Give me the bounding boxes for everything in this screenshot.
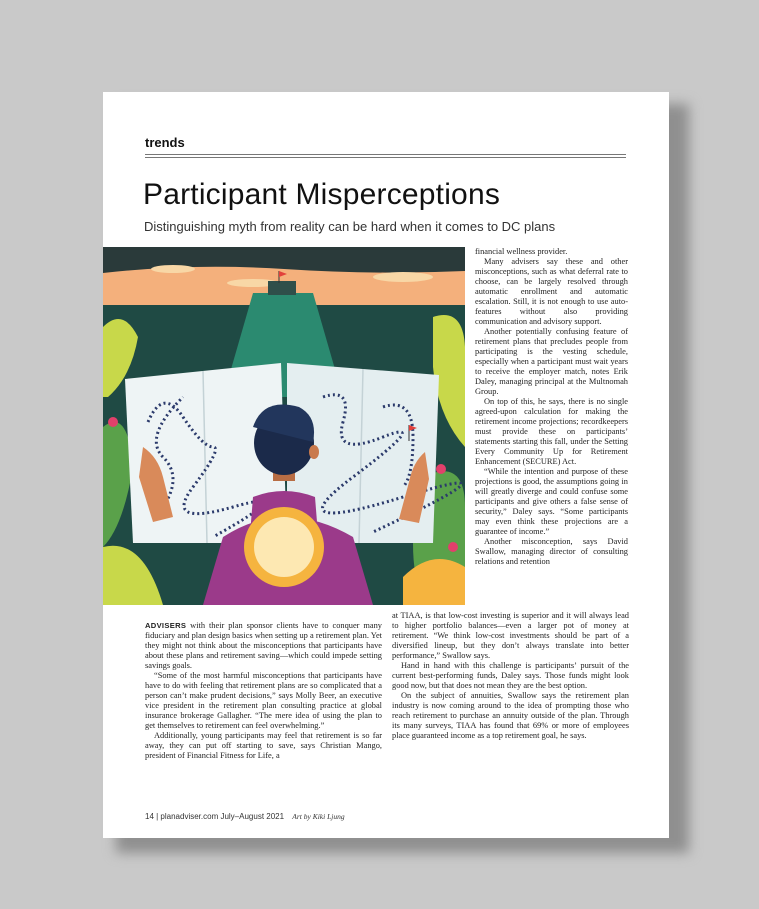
paragraph: Hand in hand with this challenge is participants’ pursuit of the current best-performing funds, Daley says. Those funds might look good now, but that does not mean they are the best option. bbox=[392, 661, 629, 690]
person-holding-map-icon bbox=[103, 247, 465, 605]
section-label: trends bbox=[145, 135, 185, 150]
article-subtitle: Distinguishing myth from reality can be hard when it comes to DC plans bbox=[144, 219, 556, 234]
lead-paragraph bbox=[145, 621, 382, 671]
paragraph: Additionally, young participants may feel that retirement is so far away, they can put off starting to save, says Christian Mango, president of Financial Fitness for Life, a bbox=[145, 731, 382, 760]
paragraph: On the subject of annuities, Swallow says the retirement plan industry is now coming around to the idea of prompting those who reach retirement to purchase an annuity outside of the plan. Through its many surveys, TIAA has found that 69% or more of employees place guaranteed income as a top retirement goal, he says. bbox=[392, 691, 629, 740]
paragraph: “Some of the most harmful misconceptions that participants have have to do with feeling that retirement plans are so complicated that a person can’t make prudent decisions,” says Molly Beer, an executive vice president in the retirement plan consulting practice at global insurance brokerage Gallagher. “The mere idea of using the plan to get themselves to retirement can feel overwhelming.” bbox=[145, 671, 382, 730]
folio: 14 | planadviser.com July–August 2021 bbox=[145, 812, 285, 821]
column-middle bbox=[392, 611, 629, 791]
art-credit: Art by Kiki Ljung bbox=[292, 812, 345, 821]
paragraph: Another potentially confusing feature of retirement plans that precludes people from participating is the vesting schedule, especially when a participant must wait years to receive the employer match, notes Erik Daley, managing principal at the Multnomah Group. bbox=[475, 327, 628, 396]
paragraph: at TIAA, is that low-cost investing is superior and it will always lead to higher portfolio balances—even a larger pot of money at retirement. “We think low-cost investments should be part of a diversified lineup, but they don’t always translate into better performance,” Swallow says. bbox=[392, 611, 629, 660]
header-rule-top bbox=[145, 154, 626, 155]
paragraph: “While the intention and purpose of these projections is good, the assumptions going in will greatly diverge and could confuse some participants and give others a false sense of security,” Daley says. “Some participants may even think these projections are a guarantee of income.” bbox=[475, 467, 628, 536]
header-rule-bottom bbox=[145, 157, 626, 158]
page-footer bbox=[145, 812, 345, 821]
magazine-page bbox=[103, 92, 669, 838]
column-right bbox=[475, 247, 628, 603]
paragraph: Many advisers say these and other misconceptions, such as what deferral rate to choose, can be largely resolved through automatic enrollment and automatic escalation. Still, it is not enough to use auto-features without also providing communication and advisory support. bbox=[475, 257, 628, 326]
paragraph: Another misconception, says David Swallow, managing director of consulting relations and retention bbox=[475, 537, 628, 566]
paragraph: On top of this, he says, there is no single agreed-upon calculation for making the retirement income projections; recordkeepers must provide these on participants’ statements starting this fall, under the Setting Every Community Up for Retirement Enhancement (SECURE) Act. bbox=[475, 397, 628, 466]
lead-paragraph-text: with their plan sponsor clients have to conquer many fiduciary and plan design basics when setting up a retirement plan. Yet they might not think about the misconceptions that participants have about these plans and retirement saving—which could impede setting savings goals. bbox=[145, 621, 382, 670]
article-title: Participant Misperceptions bbox=[143, 178, 501, 211]
lead-word: ADVISERS bbox=[145, 621, 187, 630]
column-left bbox=[145, 621, 382, 789]
paragraph: financial wellness provider. bbox=[475, 247, 568, 256]
